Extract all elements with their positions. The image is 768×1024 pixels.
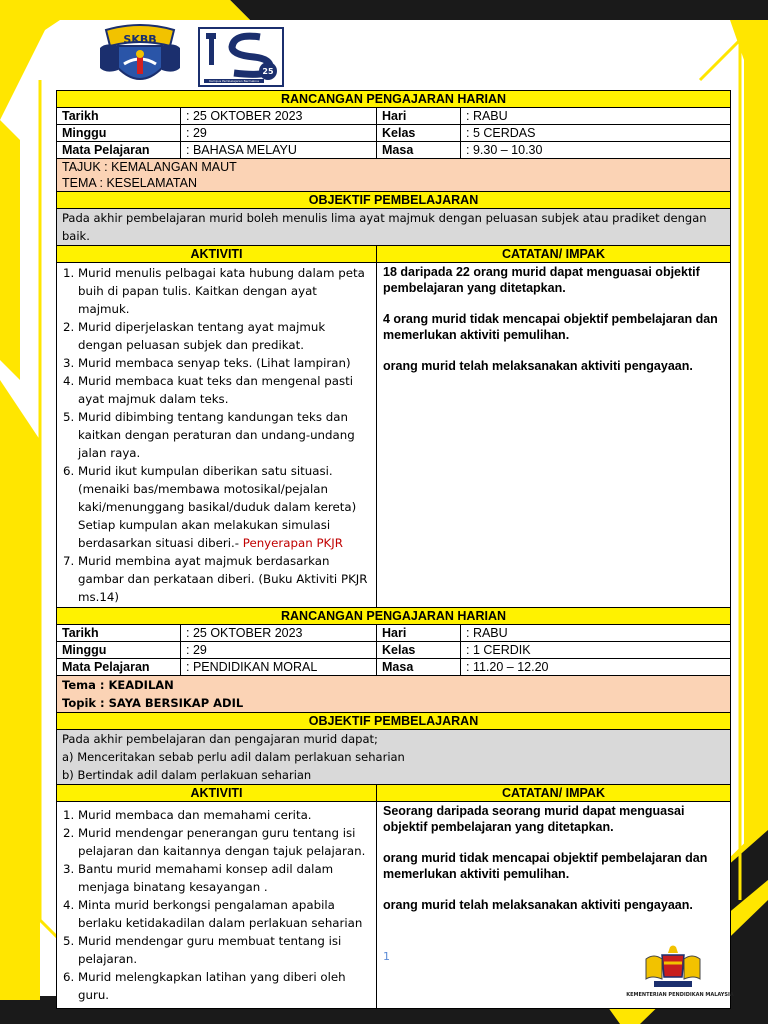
plan1-activities-cell [57,263,377,608]
plan2-hari-value: : RABU [461,625,731,642]
plan1-row-subject [57,142,731,159]
plan2-columns-header-row [57,785,731,802]
plan1-masa-label: Masa [377,142,461,159]
plan2-objective-intro: Pada akhir pembelajaran dan pengajaran murid dapat; [62,732,378,746]
activity-item: 4. Minta murid berkongsi pengalaman apabila berlaku ketidakadilan dalam perlakuan seharian [78,896,371,932]
plan1-activities-list [62,264,371,606]
pkjr-integration-note: Penyerapan PKJR [239,536,343,550]
plan2-objective-header: OBJEKTIF PEMBELAJARAN [57,713,731,730]
plan1-objective-header: OBJEKTIF PEMBELAJARAN [57,192,731,209]
plan2-masa-value: : 11.20 – 12.20 [461,659,731,676]
plan2-catatan-header: CATATAN/ IMPAK [377,785,731,802]
program-logo [198,27,284,87]
plan2-objective-cell [57,730,731,785]
plan2-masa-label: Masa [377,659,461,676]
plan1-aktiviti-header: AKTIVITI [57,246,377,263]
lesson-plan-table [56,90,731,1009]
school-logo [96,24,184,92]
plan2-topic-cell [57,676,731,713]
plan2-topic-row [57,676,731,713]
plan2-activities-cell [57,802,377,1009]
plan1-minggu-label: Minggu [57,125,181,142]
plan1-topic-cell [57,159,731,192]
plan1-hari-value: : RABU [461,108,731,125]
plan2-kelas-label: Kelas [377,642,461,659]
plan2-objective-a: a) Menceritakan sebab perlu adil dalam perlakuan seharian [62,750,405,764]
plan2-body-row [57,802,731,1009]
plan1-row-week [57,125,731,142]
plan2-hari-label: Hari [377,625,461,642]
impact-note: orang murid tidak mencapai objektif pembelajaran dan memerlukan aktiviti pemulihan. [383,851,708,881]
plan1-tema: TEMA : KESELAMATAN [62,176,197,190]
plan1-minggu-value: : 29 [181,125,377,142]
plan2-tarikh-value: : 25 OKTOBER 2023 [181,625,377,642]
activity-item: 3. Murid membaca senyap teks. (Lihat lampiran) [78,354,371,372]
activity-item: 5. Murid dibimbing tentang kandungan teks dan kaitkan dengan peraturan dan undang-undang jalan raya. [78,408,371,462]
plan2-topik: Topik : SAYA BERSIKAP ADIL [62,696,244,710]
plan2-subjek-value: : PENDIDIKAN MORAL [181,659,377,676]
activity-item: 1. Murid menulis pelbagai kata hubung dalam peta buih di papan tulis. Kaitkan dengan ayat majmuk. [78,264,371,318]
plan2-activities-list [62,806,371,1004]
plan1-objective-row [57,209,731,246]
plan1-objective-header-row [57,192,731,209]
activity-item: 7. Murid membina ayat majmuk berdasarkan gambar dan perkataan diberi. (Buku Aktiviti PKJR ms.14) [78,552,371,606]
plan1-notes-cell [377,263,731,608]
ministry-crest [640,945,706,991]
activity-item-text: Murid ikut kumpulan diberikan satu situasi. (menaiki bas/membawa motosikal/pejalan kaki/menunggang basikal/duduk dalam kereta) Setiap kumpulan akan melakukan simulasi berdasarkan situasi diberi.- [78,464,357,550]
plan1-masa-value: : 9.30 – 10.30 [461,142,731,159]
activity-item: 4. Murid membaca kuat teks dan mengenal pasti ayat majmuk dalam teks. [78,372,371,408]
impact-note: 18 daripada 22 orang murid dapat menguasai objektif pembelajaran yang ditetapkan. [383,265,700,295]
plan2-row-week [57,642,731,659]
plan2-row-date [57,625,731,642]
plan1-catatan-header: CATATAN/ IMPAK [377,246,731,263]
plan1-title: RANCANGAN PENGAJARAN HARIAN [57,91,731,108]
activity-item: 1. Murid membaca dan memahami cerita. [78,806,371,824]
activity-item: 6. Murid melengkapkan latihan yang diberi oleh guru. [78,968,371,1004]
activity-item: 5. Murid mendengar guru membuat tentang isi pelajaran. [78,932,371,968]
activity-item-6 [78,462,371,552]
ministry-caption: KEMENTERIAN PENDIDIKAN MALAYSIA [626,992,734,998]
plan1-row-date [57,108,731,125]
plan2-aktiviti-header: AKTIVITI [57,785,377,802]
impact-note: orang murid telah melaksanakan aktiviti pengayaan. [383,359,693,373]
svg-text:Kampus Pembelajaran Bermakna: Kampus Pembelajaran Bermakna [209,79,259,83]
activity-item: 2. Murid diperjelaskan tentang ayat majmuk dengan peluasan subjek dan predikat. [78,318,371,354]
plan1-kelas-value: : 5 CERDAS [461,125,731,142]
svg-text:SKBB: SKBB [123,33,157,46]
activity-item: 3. Bantu murid memahami konsep adil dalam menjaga binatang kesayangan . [78,860,371,896]
plan2-minggu-value: : 29 [181,642,377,659]
page-number: 1 [383,950,390,963]
plan1-kelas-label: Kelas [377,125,461,142]
svg-text:25: 25 [262,67,274,76]
impact-note: orang murid telah melaksanakan aktiviti pengayaan. [383,898,693,912]
plan1-tajuk: TAJUK : KEMALANGAN MAUT [62,160,237,174]
plan1-topic-row [57,159,731,192]
plan2-tema: Tema : KEADILAN [62,678,174,692]
plan1-title-row [57,91,731,108]
plan2-minggu-label: Minggu [57,642,181,659]
plan2-objective-row [57,730,731,785]
plan2-kelas-value: : 1 CERDIK [461,642,731,659]
activity-item: 2. Murid mendengar penerangan guru tentang isi pelajaran dan kaitannya dengan tajuk pelajaran. [78,824,371,860]
plan1-columns-header-row [57,246,731,263]
plan1-hari-label: Hari [377,108,461,125]
plan2-title-row [57,608,731,625]
plan1-objective-text: Pada akhir pembelajaran murid boleh menulis lima ayat majmuk dengan peluasan subjek atau pradiket dengan baik. [57,209,731,246]
plan2-objective-b: b) Bertindak adil dalam perlakuan seharian [62,768,312,782]
plan1-subjek-label: Mata Pelajaran [57,142,181,159]
plan2-title: RANCANGAN PENGAJARAN HARIAN [57,608,731,625]
plan1-tarikh-value: : 25 OKTOBER 2023 [181,108,377,125]
plan2-tarikh-label: Tarikh [57,625,181,642]
impact-note: 4 orang murid tidak mencapai objektif pembelajaran dan memerlukan aktiviti pemulihan. [383,312,718,342]
plan2-row-subject [57,659,731,676]
impact-note: Seorang daripada seorang murid dapat menguasai objektif pembelajaran yang ditetapkan. [383,804,685,834]
plan2-subjek-label: Mata Pelajaran [57,659,181,676]
plan1-tarikh-label: Tarikh [57,108,181,125]
plan2-objective-header-row [57,713,731,730]
plan1-subjek-value: : BAHASA MELAYU [181,142,377,159]
plan1-body-row [57,263,731,608]
